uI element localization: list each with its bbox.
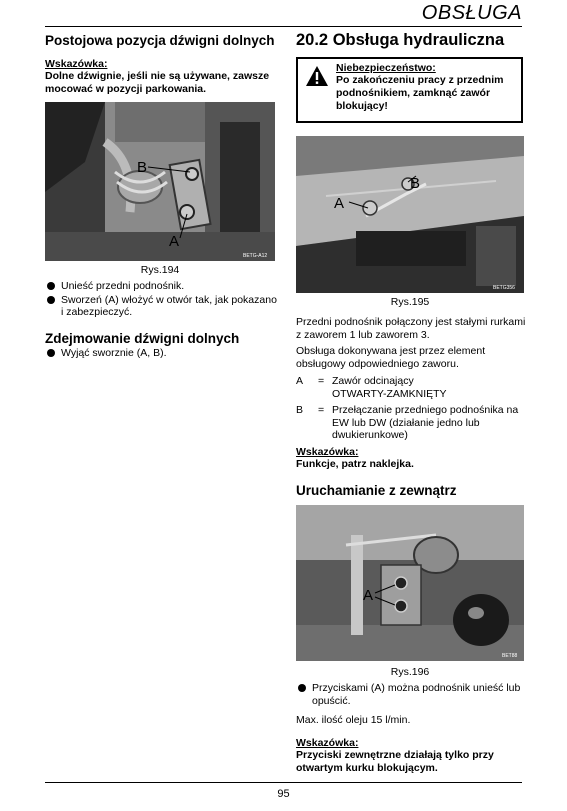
note-parking [45, 58, 280, 96]
figure-196-photo [296, 505, 524, 661]
figure-195-caption: Rys.195 [390, 296, 430, 308]
definition-row: B = Przełączanie przedniego podnośnika na EW lub DW (działanie jedno lub dwukierunkowe) [296, 404, 519, 441]
figure-194-photo [45, 102, 275, 261]
note-functions [296, 446, 526, 471]
callout-b: B [410, 175, 421, 192]
external-steps [296, 682, 526, 708]
note-label: Wskazówka: [296, 446, 359, 458]
paragraph-operation: Obsługa dokonywana jest przez element obsługowy odpowiedniego zaworu. [296, 345, 486, 370]
note-external-buttons [296, 737, 526, 775]
note-text: Przyciski zewnętrzne działają tylko przy otwartym kurku blokującym. [296, 749, 494, 774]
page-number: 95 [277, 788, 290, 800]
danger-box [296, 57, 523, 123]
list-item: Sworzeń (A) włożyć w otwór tak, jak pokazano i zabezpieczyć. [45, 294, 280, 319]
note-text: Funkcje, patrz naklejka. [296, 458, 414, 470]
figure-195-photo [296, 136, 524, 293]
footer-divider [45, 782, 522, 783]
paragraph-connection: Przedni podnośnik połączony jest stałymi rurkami z zaworem 1 lub zaworem 3. [296, 316, 526, 341]
figure-194-caption: Rys.194 [140, 264, 180, 276]
header-divider [45, 26, 522, 27]
bullet-icon [47, 296, 55, 304]
danger-text: Po zakończeniu pracy z przednim podnośnikiem, zamknąć zawór blokujący! [336, 74, 504, 112]
removal-steps [45, 347, 280, 361]
paragraph-oil-flow: Max. ilość oleju 15 l/min. [296, 714, 411, 726]
bullet-icon [298, 684, 306, 692]
danger-label: Niebezpieczeństwo: [336, 62, 436, 74]
photo-code: BET88 [502, 653, 518, 659]
list-item: Unieść przedni podnośnik. [45, 280, 280, 293]
callout-a: A [169, 233, 180, 250]
parking-heading: Postojowa pozycja dźwigni dolnych [45, 33, 275, 48]
photo-code: BETG-A12 [243, 253, 268, 259]
definition-row: A = Zawór odcinający OTWARTY-ZAMKNIĘTY [296, 375, 447, 400]
note-label: Wskazówka: [296, 737, 359, 749]
note-label: Wskazówka: [45, 58, 108, 70]
list-item: Przyciskami (A) można podnośnik unieść lub opuścić. [296, 682, 526, 707]
callout-a: A [363, 587, 374, 604]
list-item: Wyjąć sworznie (A, B). [45, 347, 280, 360]
warning-triangle-icon [305, 65, 329, 87]
section-title: OBSŁUGA [421, 2, 522, 24]
bullet-icon [47, 349, 55, 357]
callout-b: B [137, 159, 148, 176]
callout-a: A [334, 195, 345, 212]
bullet-icon [47, 282, 55, 290]
figure-196-caption: Rys.196 [390, 666, 430, 678]
parking-steps [45, 280, 280, 320]
note-text: Dolne dźwignie, jeśli nie są używane, zawsze mocować w pozycji parkowania. [45, 70, 270, 95]
external-heading: Uruchamianie z zewnątrz [296, 483, 457, 498]
section-heading: 20.2 Obsługa hydrauliczna [296, 31, 505, 49]
removal-heading: Zdejmowanie dźwigni dolnych [45, 331, 240, 346]
photo-code: BETG356 [493, 285, 515, 291]
definition-list [296, 375, 526, 442]
